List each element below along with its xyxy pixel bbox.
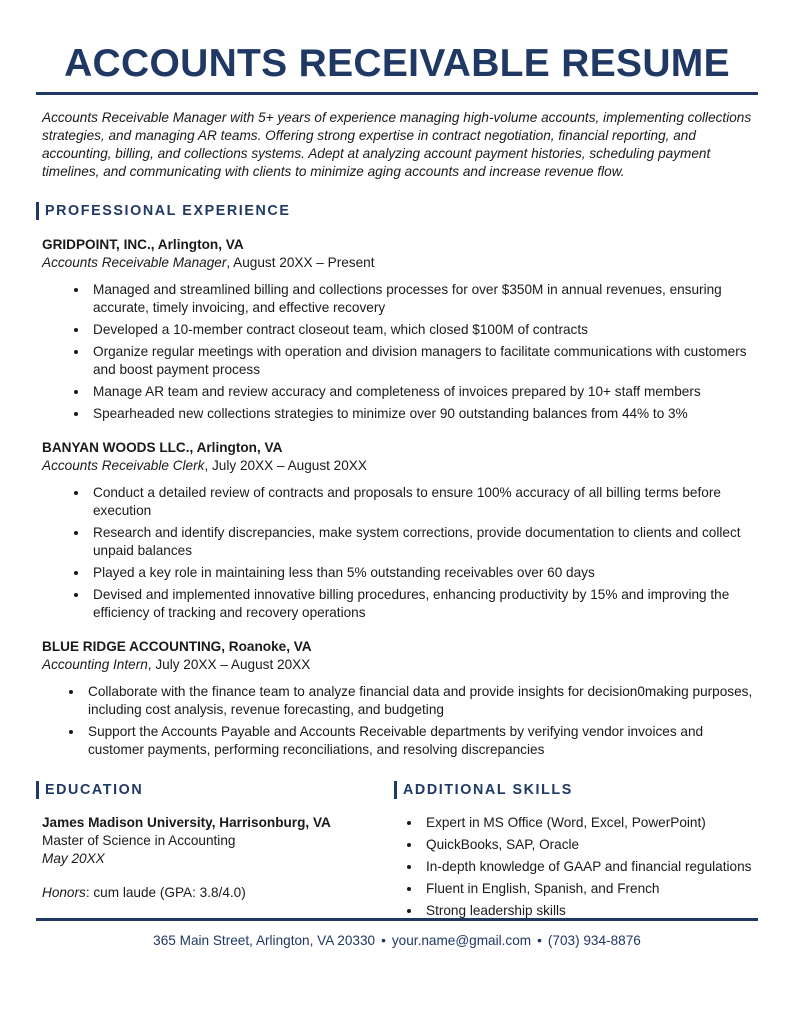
education-column [36, 767, 394, 924]
section-heading-education: EDUCATION [36, 781, 394, 799]
job-bullet: • Devised and implemented innovative billing procedures, enhancing productivity by 15% and improving the efficiency of tracking and recovery operations [89, 586, 758, 622]
section-heading-skills: ADDITIONAL SKILLS [394, 781, 758, 799]
job-bullet: • Collaborate with the finance team to analyze financial data and provide insights for decision0making purposes, including cost analysis, revenue forecasting, and budgeting [84, 683, 758, 719]
job-role-line [42, 457, 758, 475]
job-bullet: • Managed and streamlined billing and collections processes for over $350M in annual revenues, ensuring accurate, timely invoicing, and effective recovery [89, 281, 758, 317]
job-role-line [42, 656, 758, 674]
contact-footer [36, 932, 758, 950]
job-company: GRIDPOINT, INC., Arlington, VA [42, 237, 244, 252]
job-company: BANYAN WOODS LLC., Arlington, VA [42, 440, 283, 455]
job-title: Accounts Receivable Clerk [42, 458, 205, 473]
footer-separator: • [537, 933, 542, 948]
honors-value: : cum laude (GPA: 3.8/4.0) [85, 885, 246, 900]
job-bullet: • Developed a 10-member contract closeout team, which closed $100M of contracts [89, 321, 758, 339]
job-bullet: • Research and identify discrepancies, make system corrections, provide documentation to clients and collect unpaid balances [89, 524, 758, 560]
section-heading-experience: PROFESSIONAL EXPERIENCE [36, 202, 758, 220]
footer-divider [36, 918, 758, 921]
skill-item: • Strong leadership skills [422, 902, 758, 920]
footer-phone[interactable]: (703) 934-8876 [547, 933, 641, 948]
bottom-columns [36, 767, 758, 924]
experience-entry [42, 638, 758, 759]
job-bullets [42, 484, 758, 622]
experience-entry [42, 236, 758, 423]
experience-entry [42, 439, 758, 622]
title-divider [36, 92, 758, 95]
resume-title: ACCOUNTS RECEIVABLE RESUME [64, 42, 730, 85]
resume-page [36, 0, 758, 1024]
skill-item: • Fluent in English, Spanish, and French [422, 880, 758, 898]
job-bullets [42, 683, 758, 759]
job-title: Accounts Receivable Manager [42, 255, 227, 270]
job-bullet: • Played a key role in maintaining less than 5% outstanding receivables over 60 days [89, 564, 758, 582]
job-bullet: • Spearheaded new collections strategies to minimize over 90 outstanding balances from 44% to 3% [89, 405, 758, 423]
skill-item: • In-depth knowledge of GAAP and financial regulations [422, 858, 758, 876]
job-bullets [42, 281, 758, 423]
job-bullet: • Manage AR team and review accuracy and completeness of invoices prepared by 10+ staff members [89, 383, 758, 401]
skills-column [394, 767, 758, 924]
job-bullet: • Support the Accounts Payable and Accounts Receivable departments by verifying vendor invoices and customer payments, performing reconciliations, and resolving discrepancies [84, 723, 758, 759]
education-date: May 20XX [42, 851, 105, 866]
footer-address: 365 Main Street, Arlington, VA 20330 [153, 933, 376, 948]
skill-item: • Expert in MS Office (Word, Excel, PowerPoint) [422, 814, 758, 832]
job-company: BLUE RIDGE ACCOUNTING, Roanoke, VA [42, 639, 312, 654]
job-dates: , August 20XX – Present [226, 255, 375, 270]
job-role-line [42, 254, 758, 272]
job-title: Accounting Intern [42, 657, 148, 672]
job-bullet: • Organize regular meetings with operation and division managers to facilitate communications with customers and boost payment process [89, 343, 758, 379]
job-dates: , July 20XX – August 20XX [204, 458, 367, 473]
job-bullet: • Conduct a detailed review of contracts and proposals to ensure 100% accuracy of all billing terms before execution [89, 484, 758, 520]
skill-item: • QuickBooks, SAP, Oracle [422, 836, 758, 854]
skills-list [394, 814, 758, 920]
footer-separator: • [381, 933, 386, 948]
footer-email[interactable]: your.name@gmail.com [391, 933, 532, 948]
experience-list [36, 236, 758, 759]
job-dates: , July 20XX – August 20XX [147, 657, 311, 672]
summary-paragraph: Accounts Receivable Manager with 5+ years of experience managing high-volume accounts, implementing collections strategies, and managing AR teams. Offering strong expertise in contract negotiation, financial reporting, and accounting, billing, and collections systems. Adept at analyzing account payment histories, scheduling payment timelines, and communicating with clients to minimize aging accounts and increase revenue flow. [42, 110, 752, 179]
education-school: James Madison University, Harrisonburg, VA [42, 815, 331, 830]
honors-label: Honors [42, 885, 86, 900]
education-honors [42, 884, 394, 902]
education-degree: Master of Science in Accounting [42, 833, 236, 848]
